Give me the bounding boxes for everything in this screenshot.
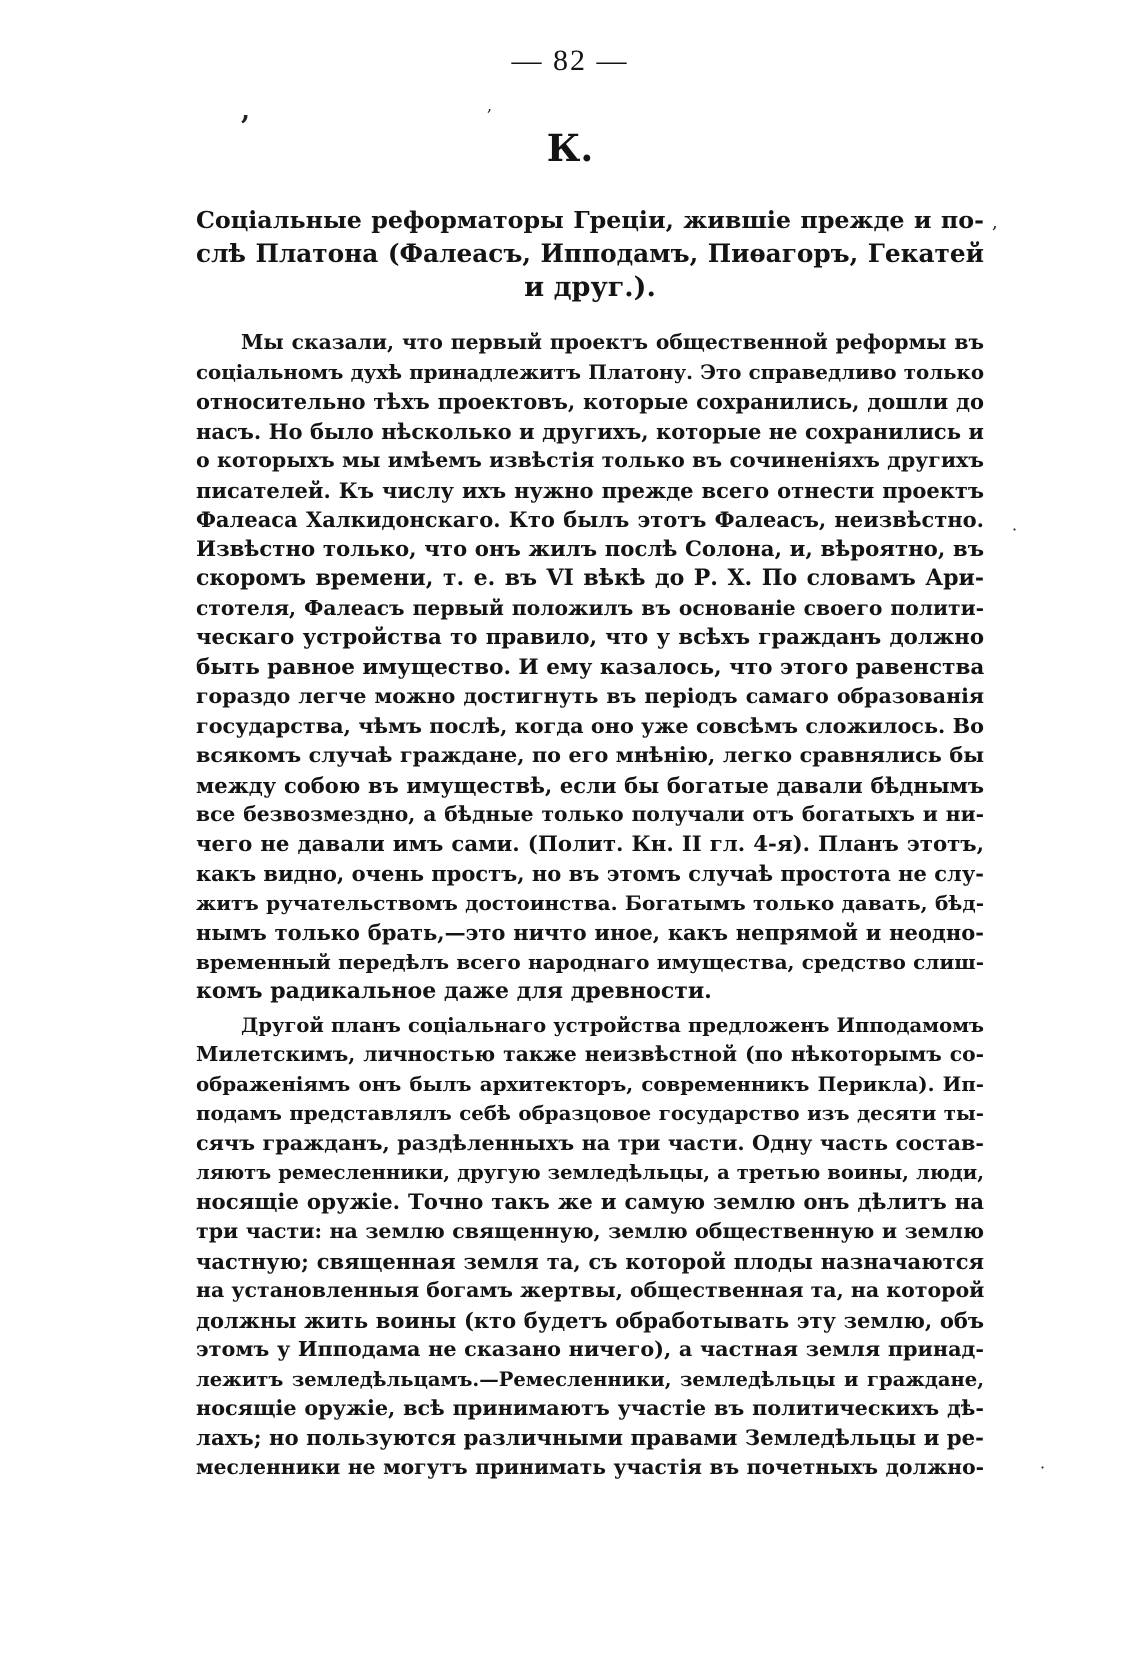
print-speck: · xyxy=(1012,520,1018,539)
title-line: Соціальные реформаторы Греціи, жившіе прежде и по- xyxy=(196,206,984,234)
text-line: лахъ; но пользуются различными правами Земледѣльцы и ре- xyxy=(196,1425,984,1451)
text-line: месленники не могутъ принимать участія въ почетныхъ должно- xyxy=(196,1455,984,1479)
text-line: носящіе оружіе. Точно такъ же и самую землю онъ дѣлитъ на xyxy=(196,1189,984,1215)
print-speck: , xyxy=(241,96,251,126)
text-line: стотеля, Фалеасъ первый положилъ въ основаніе своего полити- xyxy=(196,595,984,620)
chapter-title xyxy=(196,203,984,305)
body-text xyxy=(196,328,984,1483)
text-line: комъ радикальное даже для древности. xyxy=(196,978,712,1004)
text-line: лежитъ земледѣльцамъ.—Ремесленники, земледѣльцы и граждане, xyxy=(196,1367,984,1391)
text-line: носящіе оружіе, всѣ принимаютъ участіе въ политическихъ дѣ- xyxy=(196,1396,984,1420)
text-line: между собою въ имуществѣ, если бы богатые давали бѣднымъ xyxy=(196,772,984,798)
text-line: всякомъ случаѣ граждане, по его мнѣнію, легко сравнялись бы xyxy=(196,743,984,767)
text-line: этомъ у Ипподама не сказано ничего), а частная земля принад- xyxy=(196,1337,984,1361)
text-line: должны жить воины (кто будетъ обработывать эту землю, объ xyxy=(196,1307,984,1333)
text-line: скоромъ времени, т. е. въ VI вѣкѣ до Р. X. По словамъ Ари- xyxy=(196,565,984,591)
paragraph-2 xyxy=(196,1011,984,1483)
text-line: Извѣстно только, что онъ жилъ послѣ Солона, и, вѣроятно, въ xyxy=(196,536,984,562)
text-line: подамъ представлялъ себѣ образцовое государство изъ десяти ты- xyxy=(196,1101,984,1125)
section-letter: К. xyxy=(546,126,594,170)
text-line: житъ ручательствомъ достоинства. Богатымъ только давать, бѣд- xyxy=(196,890,984,915)
text-line: нымъ только брать,—это ничто иное, какъ непрямой и неодно- xyxy=(196,920,984,945)
text-line: гораздо легче можно достигнуть въ періодъ самаго образованія xyxy=(196,684,984,708)
text-line: Фалеаса Халкидонскаго. Кто былъ этотъ Фалеасъ, неизвѣстно. xyxy=(196,507,984,532)
text-line: быть равное имущество. И ему казалось, что этого равенства xyxy=(196,654,985,680)
text-line: частную; священная земля та, съ которой плоды назначаются xyxy=(196,1248,984,1274)
text-line: писателей. Къ числу ихъ нужно прежде всего отнести проектъ xyxy=(196,477,984,503)
title-line: и друг.). xyxy=(524,272,656,303)
text-line: относительно тѣхъ проектовъ, которые сохранились, дошли до xyxy=(196,389,984,414)
print-speck: · xyxy=(1040,1458,1046,1477)
text-line: насъ. Но было нѣсколько и другихъ, которые не сохранились и xyxy=(196,418,984,444)
text-line: чего не давали имъ сами. (Полит. Кн. II гл. 4-я). Планъ этотъ, xyxy=(196,831,984,857)
text-line: на установленныя богамъ жертвы, общественная та, на которой xyxy=(196,1278,985,1302)
text-line: временный передѣлъ всего народнаго имущества, средство слиш- xyxy=(196,949,984,974)
text-line: сячъ гражданъ, раздѣленныхъ на три части. Одну часть состав- xyxy=(196,1130,984,1155)
text-line: ображеніямъ онъ былъ архитекторъ, современникъ Перикла). Ип- xyxy=(196,1071,984,1096)
text-line: ческаго устройства то правило, что у всѣхъ гражданъ должно xyxy=(196,625,984,650)
text-line: Мы сказали, что первый проектъ общественной реформы въ xyxy=(241,330,984,354)
text-line: ляютъ ремесленники, другую земледѣльцы, а третью воины, люди, xyxy=(196,1161,984,1184)
paragraph-1 xyxy=(196,328,984,1007)
text-line: о которыхъ мы имѣемъ извѣстія только въ сочиненіяхъ другихъ xyxy=(196,448,984,472)
text-line: какъ видно, очень простъ, но въ этомъ случаѣ простота не слу- xyxy=(196,861,984,886)
text-line: все безвозмездно, а бѣдные только получали отъ богатыхъ и ни- xyxy=(196,802,984,826)
text-line: государства, чѣмъ послѣ, когда оно уже совсѣмъ сложилось. Во xyxy=(196,713,984,738)
page-number: — 82 — xyxy=(511,44,629,77)
text-line: Другой планъ соціальнаго устройства предложенъ Ипподамомъ xyxy=(241,1013,984,1037)
text-line: три части: на землю священную, землю общественную и землю xyxy=(196,1219,984,1243)
text-line: соціальномъ духѣ принадлежитъ Платону. Это справедливо только xyxy=(196,359,984,384)
title-line: слѣ Платона (Фалеасъ, Ипподамъ, Пиѳагоръ, Гекатей xyxy=(196,239,984,268)
print-speck: , xyxy=(487,96,493,115)
text-line: Милетскимъ, личностью также неизвѣстной (по нѣкоторымъ со- xyxy=(196,1042,984,1066)
print-speck: , xyxy=(992,212,998,233)
